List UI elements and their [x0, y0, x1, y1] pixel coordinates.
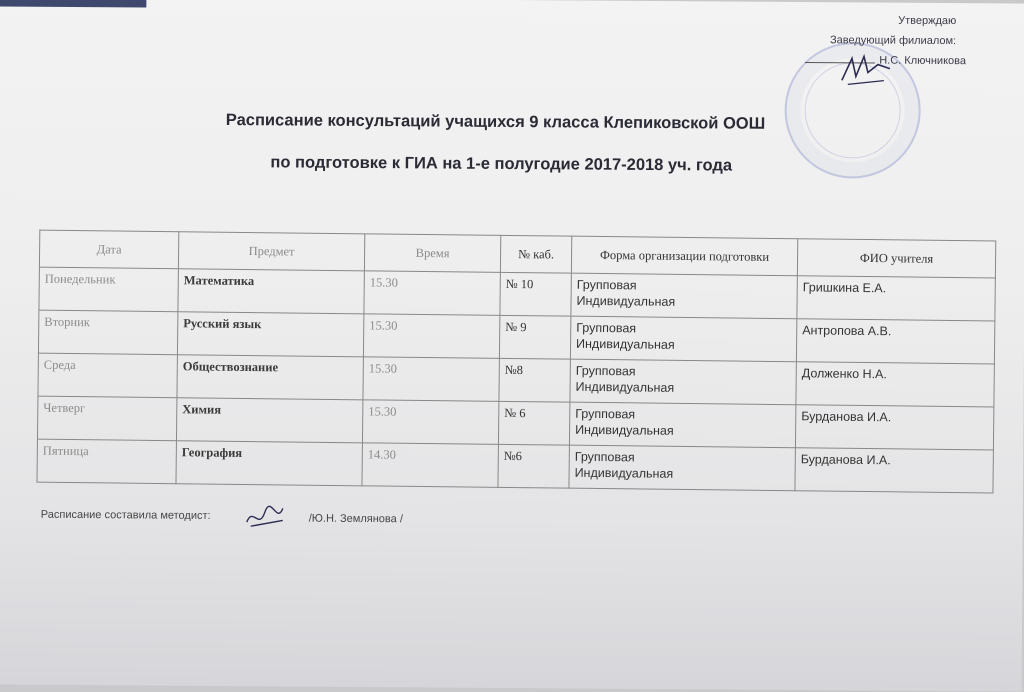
cell-time: 15.30	[363, 314, 499, 359]
cell-day: Пятница	[37, 439, 176, 484]
cell-day: Среда	[38, 353, 177, 398]
cell-teacher: Бурданова И.А.	[795, 405, 993, 450]
cell-room: №8	[499, 358, 570, 402]
form-individual: Индивидуальная	[575, 379, 675, 395]
approver-signature	[838, 50, 908, 90]
cell-subject: Русский язык	[177, 312, 363, 357]
cell-room: №6	[498, 444, 569, 488]
cell-time: 14.30	[362, 443, 498, 488]
cell-form	[569, 445, 795, 491]
cell-day: Вторник	[38, 310, 177, 355]
cell-subject: Химия	[176, 398, 362, 443]
header-form: Форма организации подготовки	[571, 236, 797, 276]
top-edge-band	[0, 0, 146, 7]
document-subtitle: по подготовке к ГИА на 1-е полугодие 2017-2018 уч. года	[270, 153, 733, 175]
form-individual: Индивидуальная	[574, 465, 674, 481]
methodist-signature	[243, 502, 293, 532]
header-date: Дата	[39, 230, 178, 269]
cell-teacher: Бурданова И.А.	[795, 448, 993, 493]
cell-teacher: Гришкина Е.А.	[797, 276, 995, 321]
cell-day: Четверг	[37, 396, 176, 441]
cell-room: № 6	[498, 401, 569, 445]
form-group: Групповая	[576, 277, 637, 293]
cell-form	[570, 359, 796, 405]
header-room: № каб.	[500, 235, 571, 273]
footer-methodist-name: /Ю.Н. Землянова /	[308, 512, 403, 526]
cell-subject: География	[176, 441, 362, 486]
cell-day: Понедельник	[39, 267, 178, 312]
cell-subject: Обществознание	[177, 355, 363, 400]
cell-time: 15.30	[363, 357, 499, 402]
form-individual: Индивидуальная	[575, 422, 674, 438]
form-individual: Индивидуальная	[576, 336, 675, 352]
cell-teacher: Антропова А.В.	[796, 319, 994, 364]
form-individual: Индивидуальная	[576, 293, 676, 309]
form-group: Групповая	[575, 406, 636, 422]
cell-form	[569, 402, 795, 448]
header-subject: Предмет	[178, 232, 364, 271]
schedule-table	[36, 230, 996, 494]
cell-form	[571, 273, 797, 319]
header-teacher: ФИО учителя	[797, 239, 995, 278]
form-group: Групповая	[574, 449, 635, 465]
document-title: Расписание консультаций учащихся 9 класса Клепиковской ООШ	[225, 111, 766, 133]
cell-room: № 10	[500, 272, 571, 316]
approval-heading: Утверждаю	[898, 14, 957, 28]
approver-name: Н.С. Ключникова	[879, 54, 967, 68]
form-group: Групповая	[576, 320, 637, 336]
cell-subject: Математика	[178, 269, 364, 314]
cell-time: 15.30	[364, 271, 500, 316]
approval-position: Заведующий филиалом:	[830, 34, 957, 48]
header-time: Время	[364, 234, 500, 273]
form-group: Групповая	[575, 363, 636, 379]
cell-teacher: Долженко Н.А.	[796, 362, 994, 407]
footer-label: Расписание составила методист:	[40, 508, 211, 522]
cell-time: 15.30	[362, 400, 498, 445]
cell-room: № 9	[499, 315, 570, 359]
cell-form	[570, 316, 796, 362]
